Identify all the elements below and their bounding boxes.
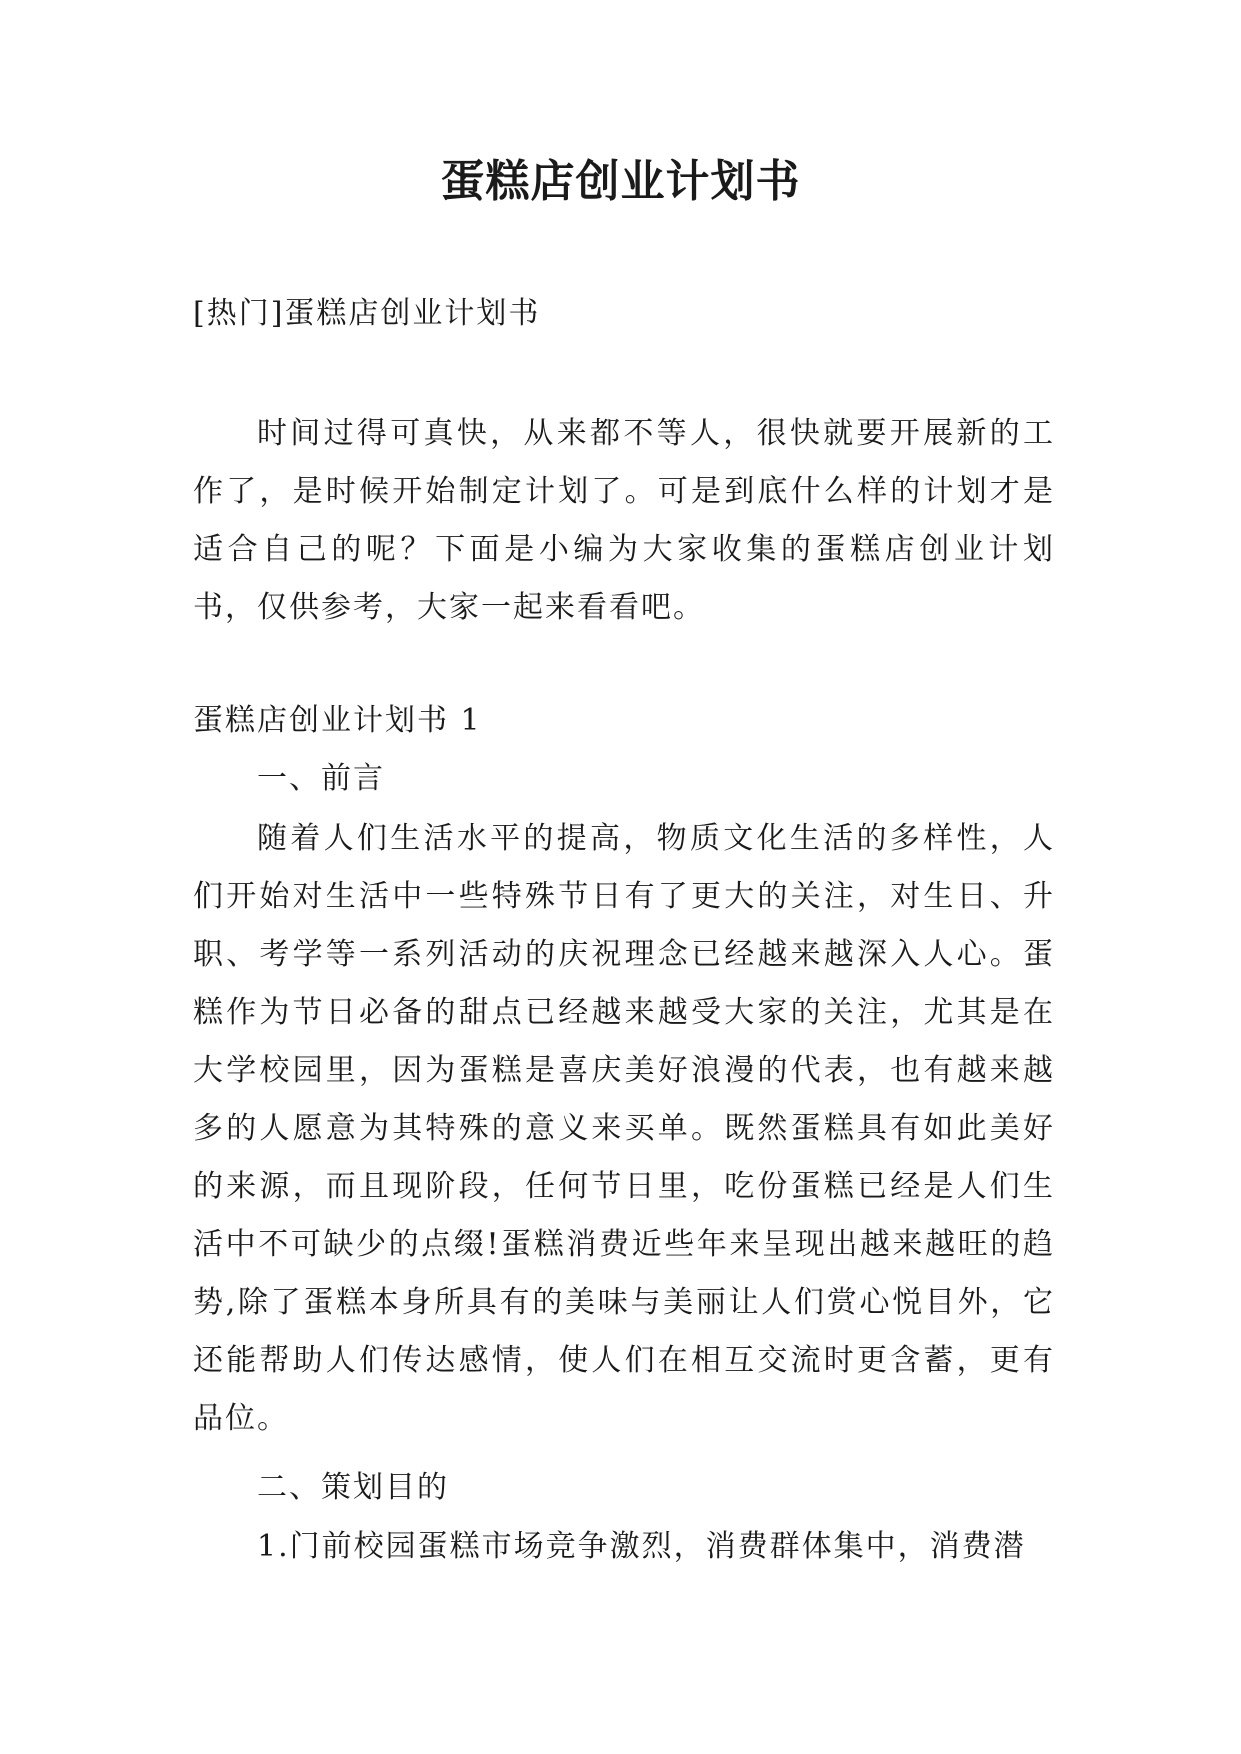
document-subtitle: [热门]蛋糕店创业计划书	[193, 296, 541, 331]
intro-paragraph: 时间过得可真快，从来都不等人，很快就要开展新的工作了，是时候开始制定计划了。可是到底什么样的计划才是适合自己的呢？下面是小编为大家收集的蛋糕店创业计划书，仅供参考，大家一起来看看吧。	[193, 416, 1055, 625]
document-title: 蛋糕店创业计划书	[440, 156, 801, 207]
preface-heading: 一、前言	[257, 761, 385, 796]
purpose-heading: 二、策划目的	[257, 1470, 449, 1505]
purpose-item: 1.门前校园蛋糕市场竞争激烈，消费群体集中，消费潜	[257, 1529, 1026, 1564]
section-title: 蛋糕店创业计划书 1	[193, 703, 482, 738]
preface-paragraph: 随着人们生活水平的提高，物质文化生活的多样性，人们开始对生活中一些特殊节日有了更大的关注，对生日、升职、考学等一系列活动的庆祝理念已经越来越深入人心。蛋糕作为节日必备的甜点已经越来越受大家的关注，尤其是在大学校园里，因为蛋糕是喜庆美好浪漫的代表，也有越来越多的人愿意为其特殊的意义来买单。既然蛋糕具有如此美好的来源，而且现阶段，任何节日里，吃份蛋糕已经是人们生活中不可缺少的点缀!蛋糕消费近些年来呈现出越来越旺的趋势,除了蛋糕本身所具有的美味与美丽让人们赏心悦目外，它还能帮助人们传达感情，使人们在相互交流时更含蓄，更有品位。	[193, 821, 1055, 1436]
